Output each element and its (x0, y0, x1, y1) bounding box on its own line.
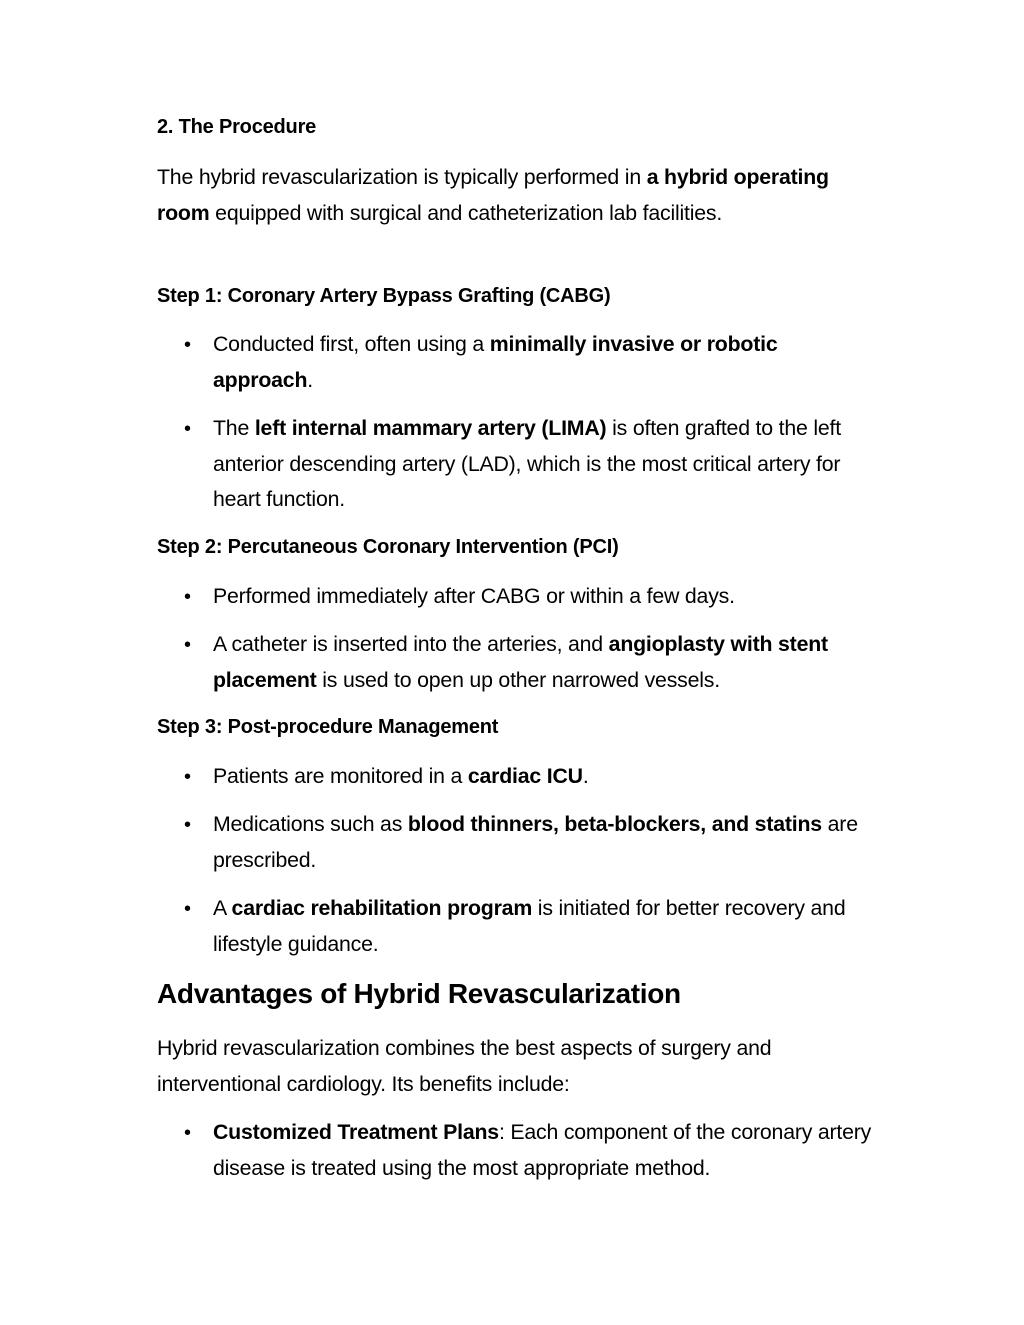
bullet-icon: • (184, 418, 192, 440)
list-item: Conducted first, often using a minimally invasive or robotic approach. (213, 332, 778, 392)
list-item: The left internal mammary artery (LIMA) is often grafted to the left anterior descending artery (LAD), which is the most critical artery for heart function. (213, 416, 841, 511)
intro-text: The hybrid revascularization is typically performed in (157, 165, 647, 189)
bullet-icon: • (184, 586, 192, 608)
list-item: Patients are monitored in a cardiac ICU. (213, 764, 589, 788)
step-2-title: Step 2: Percutaneous Coronary Intervention (PCI) (157, 536, 619, 558)
intro-bold: a hybrid operating room (157, 165, 829, 225)
advantages-intro: Hybrid revascularization combines the best aspects of surgery and interventional cardiology. Its benefits include: (157, 1036, 772, 1096)
step-1-title: Step 1: Coronary Artery Bypass Grafting (CABG) (157, 285, 611, 307)
bullet-icon: • (184, 814, 192, 836)
section-title: 2. The Procedure (157, 116, 317, 138)
list-item: A catheter is inserted into the arteries, and angioplasty with stent placement is used to open up other narrowed vessels. (213, 632, 828, 692)
step-3-title: Step 3: Post-procedure Management (157, 716, 499, 738)
intro-text-end: equipped with surgical and catheterization lab facilities. (209, 200, 723, 225)
bullet-icon: • (184, 1122, 192, 1144)
list-item: Performed immediately after CABG or within a few days. (213, 584, 735, 608)
bullet-icon: • (184, 334, 192, 356)
bullet-icon: • (184, 634, 192, 656)
list-item: Medications such as blood thinners, beta-blockers, and statins are prescribed. (213, 812, 858, 872)
advantages-heading: Advantages of Hybrid Revascularization (157, 978, 681, 1009)
bullet-icon: • (184, 766, 192, 788)
bullet-icon: • (184, 898, 192, 920)
intro-paragraph (157, 160, 877, 231)
list-item: A cardiac rehabilitation program is initiated for better recovery and lifestyle guidance. (213, 896, 846, 956)
list-item: Customized Treatment Plans: Each component of the coronary artery disease is treated using the most appropriate method. (213, 1120, 872, 1180)
